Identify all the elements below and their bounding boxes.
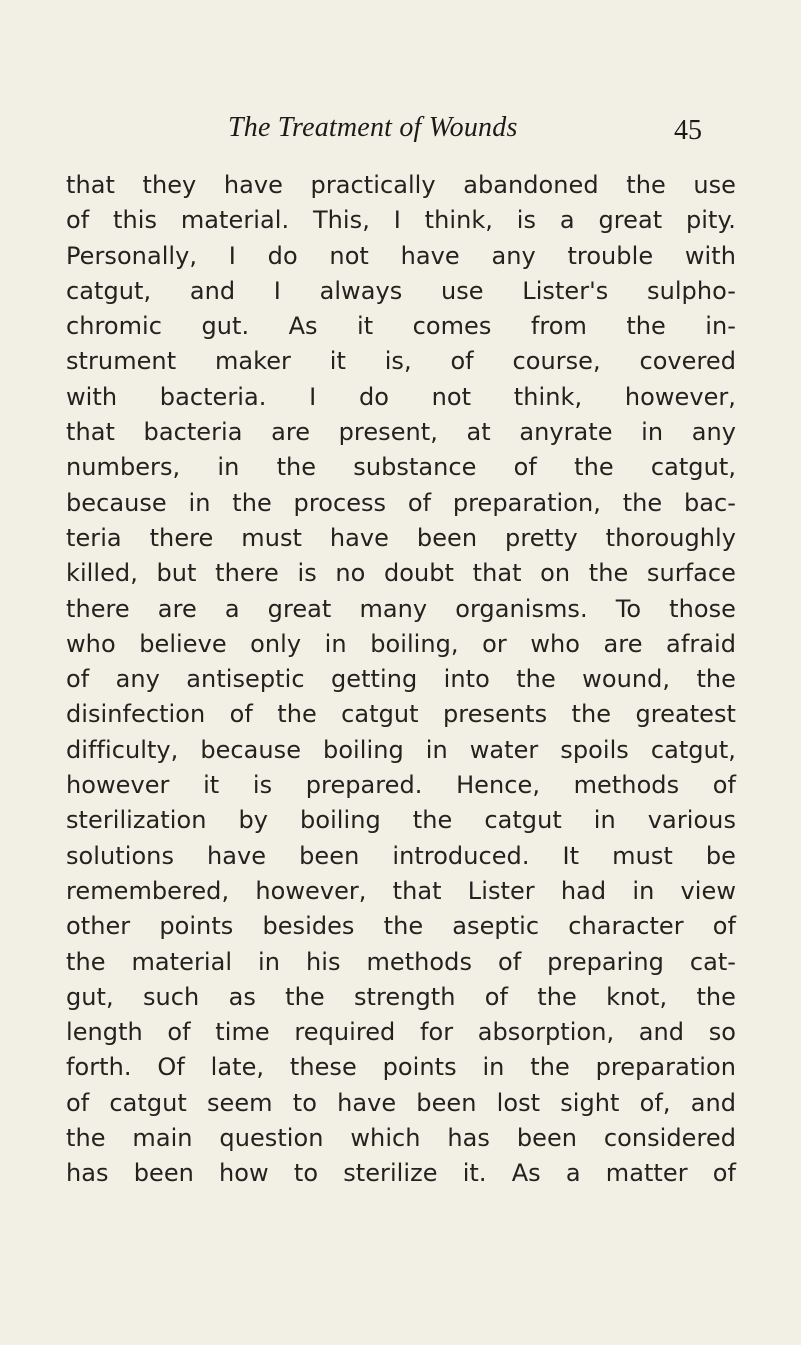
- text-line: that bacteria are present, at anyrate in any: [66, 418, 736, 447]
- running-title: The Treatment of Wounds: [228, 112, 518, 143]
- text-line: forth. Of late, these points in the preparation: [66, 1053, 736, 1082]
- text-line: killed, but there is no doubt that on the surface: [66, 559, 736, 588]
- text-line: gut, such as the strength of the knot, the: [66, 982, 736, 1011]
- text-line: the material in his methods of preparing cat-: [66, 947, 736, 976]
- text-line: who believe only in boiling, or who are afraid: [66, 629, 736, 658]
- text-line: that they have practically abandoned the use: [66, 171, 736, 199]
- text-line: there are a great many organisms. To those: [66, 594, 736, 623]
- text-line: sterilization by boiling the catgut in various: [66, 806, 736, 835]
- text-line: of catgut seem to have been lost sight of, and: [66, 1088, 736, 1117]
- text-line: has been how to sterilize it. As a matter of: [66, 1159, 736, 1188]
- text-line: of any antiseptic getting into the wound, the: [66, 665, 736, 694]
- text-line: with bacteria. I do not think, however,: [66, 382, 736, 411]
- text-line: difficulty, because boiling in water spoils catgut,: [66, 735, 736, 764]
- text-line: length of time required for absorption, and so: [66, 1018, 736, 1047]
- body-text: [66, 168, 736, 1192]
- text-line: because in the process of preparation, the bac-: [66, 488, 736, 517]
- text-line: teria there must have been pretty thoroughly: [66, 523, 736, 552]
- text-line: solutions have been introduced. It must be: [66, 841, 736, 870]
- text-line: of this material. This, I think, is a great pity.: [66, 206, 736, 235]
- text-line: catgut, and I always use Lister's sulpho-: [66, 276, 736, 305]
- page-number: 45: [674, 115, 702, 146]
- text-line: the main question which has been considered: [66, 1124, 736, 1153]
- text-line: disinfection of the catgut presents the greatest: [66, 700, 736, 729]
- running-head: [66, 110, 736, 150]
- text-line: numbers, in the substance of the catgut,: [66, 453, 736, 482]
- text-line: strument maker it is, of course, covered: [66, 347, 736, 376]
- text-line: remembered, however, that Lister had in view: [66, 876, 736, 905]
- text-line: other points besides the aseptic character of: [66, 912, 736, 941]
- text-line: chromic gut. As it comes from the in-: [66, 312, 736, 341]
- text-line: Personally, I do not have any trouble with: [66, 241, 736, 270]
- text-line: however it is prepared. Hence, methods of: [66, 771, 736, 800]
